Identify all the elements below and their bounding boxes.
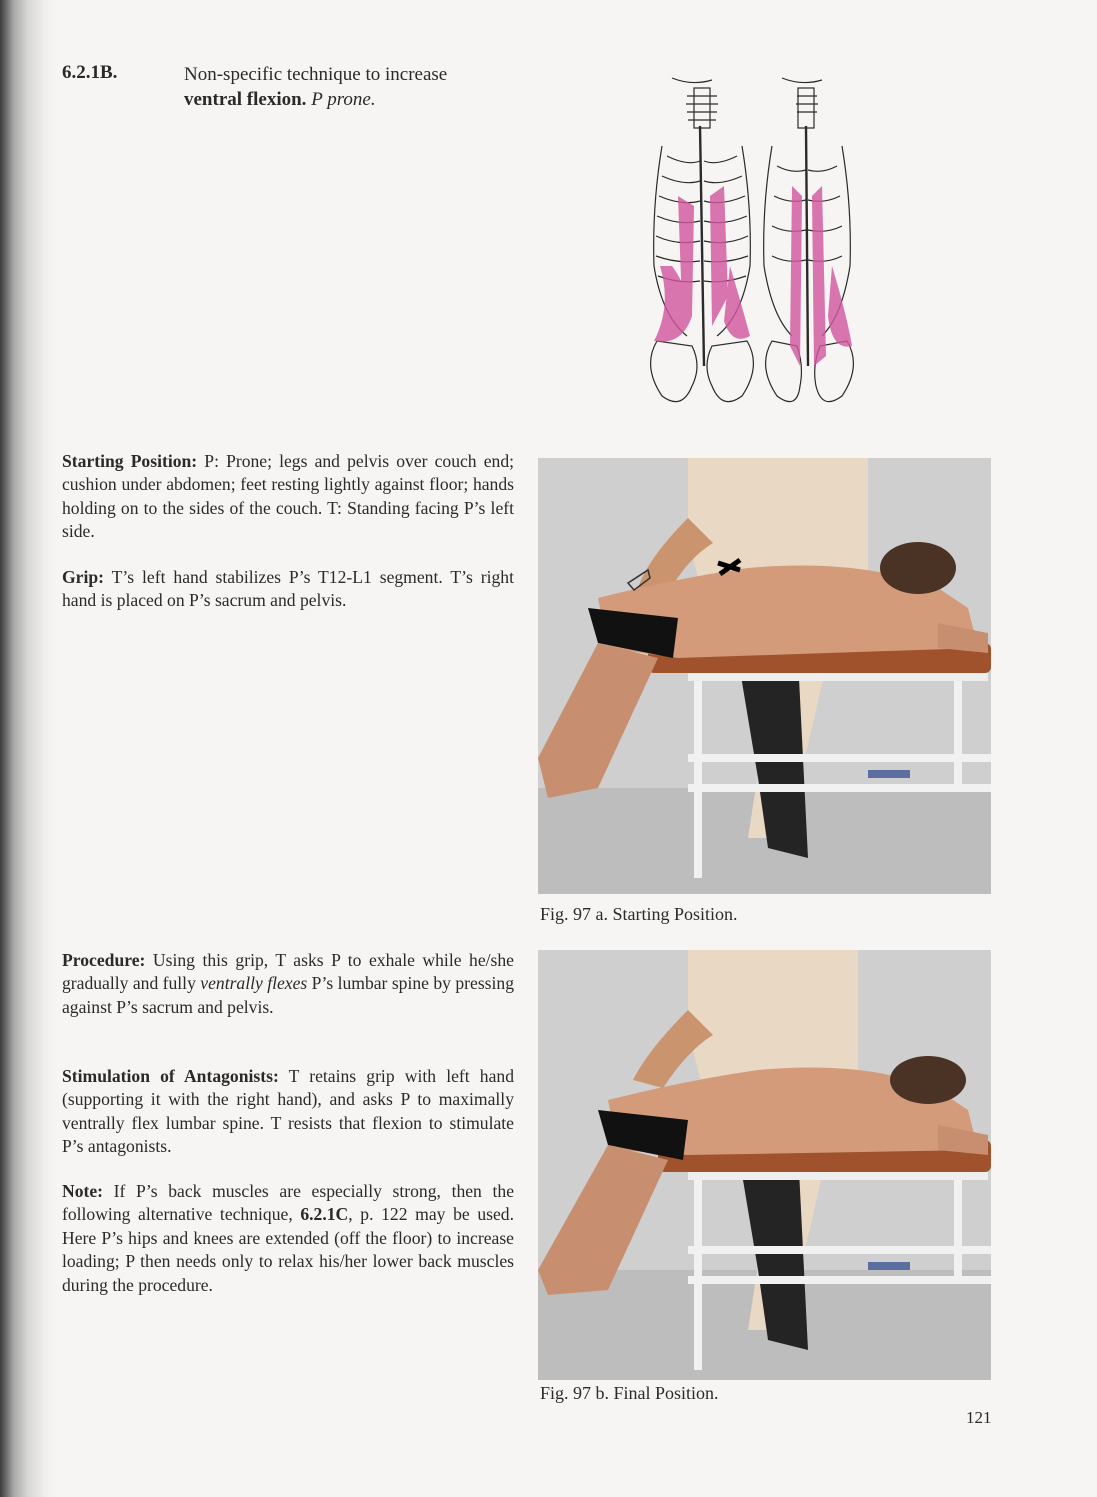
figure-97a-photo — [538, 458, 991, 894]
patient-head — [880, 542, 956, 594]
section-number: 6.2.1B. — [62, 62, 118, 83]
grip-paragraph — [62, 566, 514, 613]
figure-97b-caption: Fig. 97 b. Final Position. — [540, 1383, 719, 1403]
spine-muscle-illustration — [632, 66, 872, 414]
heading-line: Non-specific technique to increase — [184, 64, 448, 85]
stimulation-text: T retains grip with left hand (supporting it with the right hand), and asks P to maximally ventrally flex lumbar spine. T resists that flexion to stimulate P’s antagonists. — [62, 1066, 514, 1157]
figure-97a-caption: Fig. 97 a. Starting Position. — [540, 904, 738, 924]
procedure-italic: ventrally flexes — [200, 973, 308, 994]
left-spine-drawing — [651, 78, 754, 402]
couch-label — [868, 770, 910, 778]
stimulation-label: Stimulation of Antagonists: — [62, 1066, 279, 1086]
patient-head — [890, 1056, 966, 1104]
procedure-paragraph — [62, 949, 514, 1019]
starting-position-text: P: Prone; legs and pelvis over couch end; cushion under abdomen; feet resting lightly against floor; hands holding on to the sides of the couch. T: Standing facing P’s left side. — [62, 451, 515, 542]
heading-italic: P prone. — [311, 89, 376, 110]
couch-frame — [688, 1172, 988, 1180]
procedure-text-after: P’s lumbar spine by pressing against P’s sacrum and pelvis. — [62, 973, 514, 1017]
figure-97b-photo — [538, 950, 991, 1380]
starting-position-label: Starting Position: — [62, 451, 198, 471]
right-muscle-highlight — [790, 186, 852, 366]
stimulation-paragraph — [62, 1065, 514, 1159]
section-heading — [184, 62, 514, 112]
note-label: Note: — [62, 1181, 104, 1201]
procedure-text-before: Using this grip, T asks P to exhale while he/she gradually and fully — [62, 950, 514, 994]
note-bold-ref: 6.2.1C — [300, 1204, 349, 1225]
starting-position-paragraph — [62, 450, 514, 544]
procedure-label: Procedure: — [62, 950, 146, 970]
couch-label — [868, 1262, 910, 1270]
binding-shadow — [0, 0, 56, 1497]
grip-text: T’s left hand stabilizes P’s T12-L1 segment. T’s right hand is placed on P’s sacrum and pelvis. — [62, 567, 514, 611]
note-paragraph — [62, 1180, 514, 1297]
page-number: 121 — [966, 1408, 992, 1427]
heading-bold: ventral flexion. — [184, 89, 307, 110]
grip-label: Grip: — [62, 567, 105, 587]
note-text-before: If P’s back muscles are especially strong, then the following alternative technique, — [62, 1181, 514, 1225]
right-spine-drawing — [764, 78, 854, 402]
note-text-after: , p. 122 may be used. Here P’s hips and knees are extended (off the floor) to increase loading; P then needs only to relax his/her lower back muscles during the procedure. — [62, 1204, 514, 1295]
couch-frame — [688, 673, 988, 681]
